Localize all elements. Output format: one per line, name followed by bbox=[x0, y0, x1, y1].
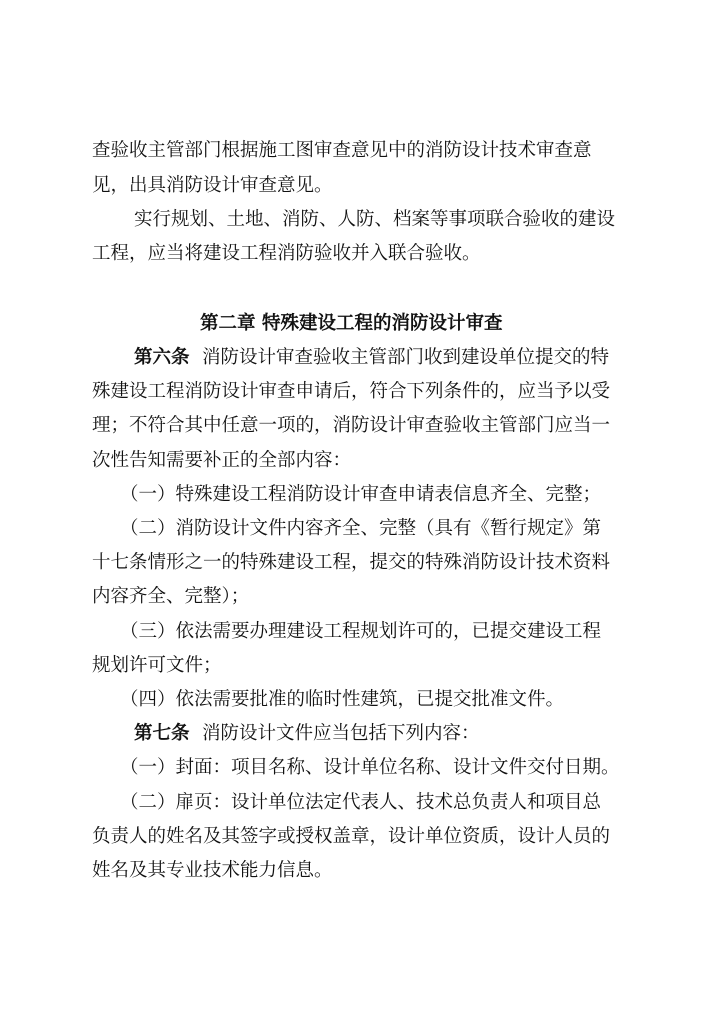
list-item-line bbox=[0, 477, 724, 513]
list-item-line bbox=[0, 785, 724, 821]
text-line: 工程，应当将建设工程消防验收并入联合验收。 bbox=[92, 243, 481, 264]
paragraph-line bbox=[0, 443, 724, 479]
paragraph-line bbox=[0, 648, 724, 684]
text-line: 次性告知需要补正的全部内容： bbox=[92, 450, 352, 471]
paragraph-line bbox=[0, 853, 724, 889]
paragraph-line bbox=[0, 579, 724, 615]
article-line bbox=[0, 340, 724, 376]
chapter-title-line bbox=[0, 306, 724, 342]
text-line: 理；不符合其中任意一项的，消防设计审查验收主管部门应当一 bbox=[92, 415, 611, 436]
text-line: 姓名及其专业技术能力信息。 bbox=[92, 860, 333, 881]
text-line: 殊建设工程消防设计审查申请后，符合下列条件的，应当予以受 bbox=[92, 381, 611, 402]
text-line: 见，出具消防设计审查意见。 bbox=[92, 175, 333, 196]
article-label: 第七条 bbox=[134, 723, 190, 744]
text-line: 查验收主管部门根据施工图审查意见中的消防设计技术审查意 bbox=[92, 140, 592, 161]
text-line: （二）消防设计文件内容齐全、完整（具有《暂行规定》第 bbox=[120, 518, 602, 539]
text-line: （一）特殊建设工程消防设计审查申请表信息齐全、完整； bbox=[120, 484, 602, 505]
text-line: （一）封面：项目名称、设计单位名称、设计文件交付日期。 bbox=[120, 757, 620, 778]
text-line: 内容齐全、完整）； bbox=[92, 586, 250, 607]
text-line: 实行规划、土地、消防、人防、档案等事项联合验收的建设 bbox=[134, 209, 616, 230]
paragraph-line bbox=[0, 236, 724, 272]
paragraph-line bbox=[0, 133, 724, 169]
paragraph-line bbox=[0, 374, 724, 410]
text-line: （四）依法需要批准的临时性建筑，已提交批准文件。 bbox=[120, 689, 565, 710]
text-line: 规划许可文件； bbox=[92, 655, 222, 676]
paragraph-line bbox=[0, 545, 724, 581]
text-line: （三）依法需要办理建设工程规划许可的，已提交建设工程 bbox=[120, 621, 602, 642]
paragraph-line bbox=[0, 168, 724, 204]
list-item-line bbox=[0, 682, 724, 718]
article-label: 第六条 bbox=[134, 347, 190, 368]
article-line bbox=[0, 716, 724, 752]
chapter-title: 第二章 特殊建设工程的消防设计审查 bbox=[200, 313, 503, 334]
paragraph-line bbox=[0, 202, 724, 238]
text-line: 消防设计文件应当包括下列内容： bbox=[202, 723, 480, 744]
text-line: 消防设计审查验收主管部门收到建设单位提交的特 bbox=[202, 347, 610, 368]
list-item-line bbox=[0, 614, 724, 650]
paragraph-line bbox=[0, 819, 724, 855]
text-line: （二）扉页：设计单位法定代表人、技术总负责人和项目总 bbox=[120, 792, 602, 813]
text-line: 负责人的姓名及其签字或授权盖章，设计单位资质，设计人员的 bbox=[92, 826, 611, 847]
text-line: 十七条情形之一的特殊建设工程，提交的特殊消防设计技术资料 bbox=[92, 552, 611, 573]
paragraph-line bbox=[0, 408, 724, 444]
list-item-line bbox=[0, 511, 724, 547]
list-item-line bbox=[0, 750, 724, 786]
